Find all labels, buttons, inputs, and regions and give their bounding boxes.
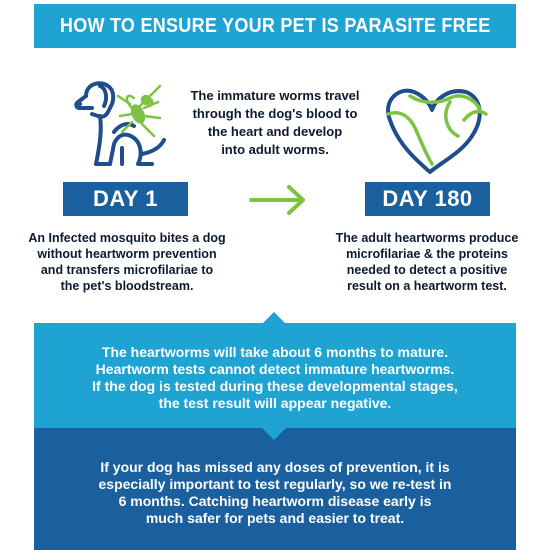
arrow-right-icon xyxy=(247,183,309,217)
caption-line: The immature worms travel xyxy=(190,88,360,103)
description-line: without heartworm prevention xyxy=(37,247,217,261)
mosquito-icon xyxy=(118,86,160,136)
panel-notch xyxy=(262,428,286,440)
info-line: the test result will appear negative. xyxy=(158,395,392,411)
day-1-label: DAY 1 xyxy=(93,186,158,211)
advice-line: 6 months. Catching heartworm disease early is xyxy=(118,493,432,509)
info-line: If the dog is tested during these developmental stages, xyxy=(92,378,458,394)
info-line: Heartworm tests cannot detect immature heartworms. xyxy=(95,361,455,377)
advice-panel xyxy=(34,428,516,550)
day-1-description xyxy=(12,230,242,294)
caption-line: through the dog's blood to xyxy=(192,106,358,121)
info-panel-text xyxy=(34,344,516,412)
day-180-box xyxy=(365,182,490,216)
title-banner xyxy=(34,4,516,48)
panel-notch xyxy=(262,312,286,324)
description-line: result on a heartworm test. xyxy=(347,279,507,293)
day-1-box xyxy=(63,182,188,216)
day-180-description xyxy=(312,230,542,294)
advice-panel-text xyxy=(34,459,516,527)
dog-outline-icon xyxy=(70,74,180,176)
caption-line: the heart and develop xyxy=(207,124,343,139)
day-180-label: DAY 180 xyxy=(382,186,473,211)
info-line: The heartworms will take about 6 months to mature. xyxy=(101,344,449,360)
description-line: The adult heartworms produce xyxy=(335,231,519,245)
description-line: needed to detect a positive xyxy=(346,263,508,277)
heart-with-worms-icon xyxy=(380,80,490,180)
advice-line: especially important to test regularly, so we re-test in xyxy=(98,476,452,492)
page-title: HOW TO ENSURE YOUR PET IS PARASITE FREE xyxy=(59,14,491,37)
middle-caption xyxy=(170,87,380,159)
description-line: the pet's bloodstream. xyxy=(60,279,194,293)
caption-line: into adult worms. xyxy=(221,142,329,157)
info-panel xyxy=(34,323,516,428)
description-line: microfilariae & the proteins xyxy=(346,247,508,261)
advice-line: If your dog has missed any doses of prevention, it is xyxy=(100,459,450,475)
description-line: and transfers microfilariae to xyxy=(40,263,214,277)
advice-line: much safer for pets and easier to treat. xyxy=(145,510,405,526)
description-line: An Infected mosquito bites a dog xyxy=(28,231,226,245)
